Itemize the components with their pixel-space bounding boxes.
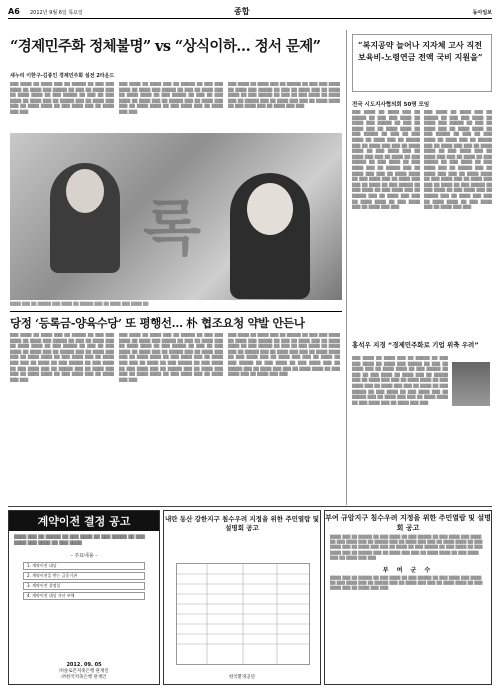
ad-right-body: ▒▒▒▒ ▒▒▒ ▒▒ ▒▒▒▒▒ ▒▒ ▒▒▒ ▒▒▒▒ ▒▒ ▒▒▒ ▒▒▒▒▒ ▒▒ ▒▒▒ ▒▒▒▒ ▒▒▒ ▒▒▒▒ ▒▒ ▒▒▒ ▒▒▒▒ ▒▒▒ ▒▒ ▒▒▒▒▒ ▒▒▒ ▒▒ ▒▒▒▒ ▒▒▒ ▒▒▒ ▒▒ ▒▒▒▒ ▒▒▒▒ ▒▒ ▒▒▒ ▒▒▒▒ ▒▒▒ ▒▒ ▒▒▒▒ ▒▒▒ ▒▒▒ ▒▒ ▒▒▒▒ ▒▒ ▒▒▒ ▒▒▒▒▒ ▒▒ ▒▒▒ ▒▒▒▒ ▒▒ ▒▒▒ ▒▒▒▒ ▒▒▒ ▒▒ ▒▒▒▒▒ ▒▒▒ ▒▒ ▒▒▒▒ ▒▒▒ ▒▒▒ ▒▒ ▒▒▒▒ ▒▒▒▒ ▒▒ ▒▒▒ ▒▒▒▒ ▒▒▒ ▒▒ ▒▒▒▒ ▒▒▒ ▒▒▒: [330, 535, 483, 560]
ad-right-body-lower: ▒▒▒▒ ▒▒▒ ▒▒ ▒▒▒▒▒ ▒▒ ▒▒▒ ▒▒▒▒ ▒▒ ▒▒▒ ▒▒▒▒▒ ▒▒ ▒▒▒ ▒▒▒▒ ▒▒▒ ▒▒▒▒ ▒▒ ▒▒▒ ▒▒▒▒ ▒▒▒ ▒▒ ▒▒▒▒▒ ▒▒▒ ▒▒ ▒▒▒▒ ▒▒▒ ▒▒▒ ▒▒ ▒▒▒▒ ▒▒▒▒ ▒▒ ▒▒▒ ▒▒▒▒ ▒▒▒ ▒▒ ▒▒▒▒ ▒▒▒ ▒▒▒: [330, 576, 483, 591]
ad-left-signer: ㈜솔로몬저축은행 관재인: [59, 669, 109, 674]
ad-flood-zone-notice-right: [324, 510, 492, 685]
ad-left-item: 4. 계약이전 대상 자산 부채: [23, 592, 145, 600]
ad-left-signer: ㈜한국저축은행 관재인: [61, 675, 107, 680]
page-number: A6: [8, 7, 20, 16]
ad-left-section-label: - 주요내용 -: [70, 553, 98, 559]
second-article-col1: ▒▒▒ ▒▒▒▒ ▒▒ ▒▒▒▒ ▒▒▒ ▒▒ ▒▒▒▒▒ ▒▒ ▒▒▒ ▒▒▒ ▒▒▒▒ ▒▒ ▒▒▒▒ ▒▒▒ ▒▒▒▒▒ ▒▒ ▒▒▒ ▒▒ ▒▒▒▒ ▒▒▒ ▒▒ ▒▒▒▒ ▒▒▒▒ ▒▒ ▒▒▒ ▒▒▒▒▒ ▒▒ ▒▒▒ ▒▒ ▒▒▒ ▒▒▒▒ ▒▒ ▒▒▒▒ ▒▒▒ ▒▒ ▒▒▒▒▒ ▒▒▒ ▒▒ ▒▒▒▒ ▒▒▒ ▒▒▒ ▒▒ ▒▒▒▒ ▒▒▒▒ ▒▒ ▒▒▒ ▒▒▒▒ ▒▒▒ ▒▒ ▒▒▒▒ ▒▒▒ ▒▒▒ ▒▒ ▒▒▒▒ ▒▒ ▒▒▒ ▒▒▒▒▒ ▒▒ ▒▒▒ ▒▒▒▒ ▒▒ ▒▒▒ ▒▒▒▒ ▒▒▒ ▒▒ ▒▒▒▒▒ ▒▒▒ ▒▒ ▒▒▒▒ ▒▒▒ ▒▒▒ ▒▒ ▒▒▒▒ ▒▒▒▒ ▒▒ ▒▒▒ ▒▒▒▒ ▒▒▒ ▒▒ ▒▒▒▒ ▒▒▒ ▒▒▒: [10, 333, 114, 382]
article-body-col2: ▒▒▒ ▒▒▒▒ ▒▒ ▒▒▒▒ ▒▒▒ ▒▒ ▒▒▒▒▒ ▒▒ ▒▒▒ ▒▒▒ ▒▒▒▒ ▒▒ ▒▒▒▒ ▒▒▒ ▒▒▒▒▒ ▒▒ ▒▒▒ ▒▒ ▒▒▒▒ ▒▒▒ ▒▒ ▒▒▒▒ ▒▒▒▒ ▒▒ ▒▒▒ ▒▒▒▒▒ ▒▒ ▒▒▒ ▒▒ ▒▒▒ ▒▒▒▒ ▒▒ ▒▒▒▒ ▒▒▒ ▒▒ ▒▒▒▒▒ ▒▒▒ ▒▒ ▒▒▒▒ ▒▒▒ ▒▒▒ ▒▒ ▒▒▒▒ ▒▒▒▒ ▒▒ ▒▒▒ ▒▒▒▒ ▒▒▒ ▒▒ ▒▒▒▒ ▒▒▒ ▒▒▒: [119, 82, 223, 114]
ad-middle-title: 내란 동산 강한지구 침수우려 지정을 위한 주민열람 및 설명회 공고: [165, 515, 319, 532]
side-column-heading: 전국 시도지사협의회 50명 모임: [352, 102, 430, 108]
photo-person-right: [230, 173, 310, 299]
second-article-col3: ▒▒▒ ▒▒▒▒ ▒▒ ▒▒▒▒ ▒▒▒ ▒▒ ▒▒▒▒▒ ▒▒ ▒▒▒ ▒▒▒ ▒▒▒▒ ▒▒ ▒▒▒▒ ▒▒▒ ▒▒▒▒▒ ▒▒ ▒▒▒ ▒▒ ▒▒▒▒ ▒▒▒ ▒▒ ▒▒▒▒ ▒▒▒▒ ▒▒ ▒▒▒ ▒▒▒▒▒ ▒▒ ▒▒▒ ▒▒ ▒▒▒ ▒▒▒▒ ▒▒ ▒▒▒▒ ▒▒▒ ▒▒ ▒▒▒▒▒ ▒▒▒ ▒▒ ▒▒▒▒ ▒▒▒ ▒▒▒ ▒▒ ▒▒▒▒ ▒▒▒▒ ▒▒ ▒▒▒ ▒▒▒▒ ▒▒▒ ▒▒ ▒▒▒▒ ▒▒▒ ▒▒▒ ▒▒ ▒▒▒▒ ▒▒ ▒▒▒ ▒▒▒▒▒ ▒▒ ▒▒▒ ▒▒▒▒ ▒▒ ▒▒▒ ▒▒▒▒ ▒▒▒ ▒▒ ▒▒▒▒▒ ▒▒▒ ▒▒ ▒▒▒▒ ▒▒▒ ▒▒▒ ▒▒ ▒▒▒▒ ▒▒▒▒ ▒▒ ▒▒▒ ▒▒▒▒ ▒▒▒ ▒▒ ▒▒▒▒ ▒▒▒ ▒▒▒: [228, 333, 340, 377]
page-header: [8, 6, 492, 19]
ad-contract-transfer: [8, 510, 160, 685]
ad-left-title: 계약이전 결정 공고: [9, 511, 159, 531]
issue-date: 2012년 9월 6일 목요일: [30, 10, 83, 16]
ad-left-body: ▒▒▒▒ ▒▒▒ ▒▒ ▒▒▒▒▒ ▒▒ ▒▒▒ ▒▒▒▒ ▒▒ ▒▒▒ ▒▒▒▒▒ ▒▒ ▒▒▒ ▒▒▒▒ ▒▒▒ ▒▒▒▒ ▒▒ ▒▒▒ ▒▒▒▒: [14, 534, 145, 545]
section-rule: [10, 311, 342, 312]
ad-middle-signer: 한국환경공단: [228, 675, 256, 680]
side-story-body: ▒▒▒ ▒▒▒▒ ▒▒ ▒▒▒▒ ▒▒▒ ▒▒ ▒▒▒▒▒ ▒▒ ▒▒▒ ▒▒▒ ▒▒▒▒ ▒▒ ▒▒▒▒ ▒▒▒ ▒▒▒▒▒ ▒▒ ▒▒▒ ▒▒ ▒▒▒▒ ▒▒▒ ▒▒ ▒▒▒▒ ▒▒▒▒ ▒▒ ▒▒▒ ▒▒▒▒▒ ▒▒ ▒▒▒ ▒▒ ▒▒▒ ▒▒▒▒ ▒▒ ▒▒▒▒ ▒▒▒ ▒▒ ▒▒▒▒▒ ▒▒▒ ▒▒ ▒▒▒▒ ▒▒▒ ▒▒▒ ▒▒ ▒▒▒▒ ▒▒▒▒ ▒▒ ▒▒▒ ▒▒▒▒ ▒▒▒ ▒▒ ▒▒▒▒ ▒▒▒ ▒▒▒ ▒▒ ▒▒▒▒ ▒▒ ▒▒▒ ▒▒▒▒▒ ▒▒ ▒▒▒ ▒▒▒▒ ▒▒ ▒▒▒ ▒▒▒▒ ▒▒▒ ▒▒ ▒▒▒▒▒ ▒▒▒ ▒▒ ▒▒▒▒ ▒▒▒ ▒▒▒ ▒▒ ▒▒▒▒ ▒▒▒▒ ▒▒ ▒▒▒ ▒▒▒▒ ▒▒▒ ▒▒ ▒▒▒▒ ▒▒▒ ▒▒▒: [352, 356, 448, 405]
article-body-col1: ▒▒▒ ▒▒▒▒ ▒▒ ▒▒▒▒ ▒▒▒ ▒▒ ▒▒▒▒▒ ▒▒ ▒▒▒ ▒▒▒ ▒▒▒▒ ▒▒ ▒▒▒▒ ▒▒▒ ▒▒▒▒▒ ▒▒ ▒▒▒ ▒▒ ▒▒▒▒ ▒▒▒ ▒▒ ▒▒▒▒ ▒▒▒▒ ▒▒ ▒▒▒ ▒▒▒▒▒ ▒▒ ▒▒▒ ▒▒ ▒▒▒ ▒▒▒▒ ▒▒ ▒▒▒▒ ▒▒▒ ▒▒ ▒▒▒▒▒ ▒▒▒ ▒▒ ▒▒▒▒ ▒▒▒ ▒▒▒ ▒▒ ▒▒▒▒ ▒▒▒▒ ▒▒ ▒▒▒ ▒▒▒▒ ▒▒▒ ▒▒ ▒▒▒▒ ▒▒▒ ▒▒▒: [10, 82, 114, 114]
news-photo: [10, 133, 342, 300]
second-article-col2: ▒▒▒ ▒▒▒▒ ▒▒ ▒▒▒▒ ▒▒▒ ▒▒ ▒▒▒▒▒ ▒▒ ▒▒▒ ▒▒▒ ▒▒▒▒ ▒▒ ▒▒▒▒ ▒▒▒ ▒▒▒▒▒ ▒▒ ▒▒▒ ▒▒ ▒▒▒▒ ▒▒▒ ▒▒ ▒▒▒▒ ▒▒▒▒ ▒▒ ▒▒▒ ▒▒▒▒▒ ▒▒ ▒▒▒ ▒▒ ▒▒▒ ▒▒▒▒ ▒▒ ▒▒▒▒ ▒▒▒ ▒▒ ▒▒▒▒▒ ▒▒▒ ▒▒ ▒▒▒▒ ▒▒▒ ▒▒▒ ▒▒ ▒▒▒▒ ▒▒▒▒ ▒▒ ▒▒▒ ▒▒▒▒ ▒▒▒ ▒▒ ▒▒▒▒ ▒▒▒ ▒▒▒ ▒▒ ▒▒▒▒ ▒▒ ▒▒▒ ▒▒▒▒▒ ▒▒ ▒▒▒ ▒▒▒▒ ▒▒ ▒▒▒ ▒▒▒▒ ▒▒▒ ▒▒ ▒▒▒▒▒ ▒▒▒ ▒▒ ▒▒▒▒ ▒▒▒ ▒▒▒ ▒▒ ▒▒▒▒ ▒▒▒▒ ▒▒ ▒▒▒ ▒▒▒▒ ▒▒▒ ▒▒ ▒▒▒▒ ▒▒▒ ▒▒▒: [119, 333, 223, 382]
ad-right-signer: 부 여 군 수: [382, 567, 434, 575]
ad-left-footer: [9, 662, 159, 680]
column-divider: [346, 30, 347, 505]
ad-middle-table-figure: [176, 563, 310, 665]
ad-left-item: 3. 계약이전 결정일: [23, 582, 145, 590]
side-quote-box: “복지공약 늘어나 지자체 고사 직전 보육비-노령연금 전액 국비 지원을”: [352, 34, 492, 92]
main-headline: “경제민주화 정체불명” vs “상식이하… 정서 문제”: [10, 38, 321, 55]
ad-flood-zone-notice-middle: [163, 510, 321, 685]
ad-right-title: 부여 규암지구 침수우려 지정을 위한 주민열람 및 설명회 공고: [325, 514, 491, 532]
side-story-portrait: [452, 362, 490, 406]
section-title: 종합: [234, 7, 250, 16]
article-body-col3: ▒▒▒ ▒▒▒▒ ▒▒ ▒▒▒▒ ▒▒▒ ▒▒ ▒▒▒▒▒ ▒▒ ▒▒▒ ▒▒▒ ▒▒▒▒ ▒▒ ▒▒▒▒ ▒▒▒ ▒▒▒▒▒ ▒▒ ▒▒▒ ▒▒ ▒▒▒▒ ▒▒▒ ▒▒ ▒▒▒▒ ▒▒▒▒ ▒▒ ▒▒▒ ▒▒▒▒▒ ▒▒ ▒▒▒ ▒▒ ▒▒▒ ▒▒▒▒ ▒▒ ▒▒▒▒ ▒▒▒ ▒▒ ▒▒▒▒▒ ▒▒▒ ▒▒ ▒▒▒▒ ▒▒▒ ▒▒▒ ▒▒ ▒▒▒▒ ▒▒▒▒ ▒▒ ▒▒▒ ▒▒▒▒ ▒▒▒ ▒▒ ▒▒▒▒ ▒▒▒ ▒▒▒: [228, 82, 340, 109]
ad-left-date: 2012. 09. 05: [66, 662, 102, 668]
main-subheadline: 새누리 이한구-김종인 경제민주화 설전 2라운드: [10, 73, 115, 79]
photo-background-lettering: 록: [143, 194, 209, 264]
photo-caption: ▒▒▒▒ ▒▒▒ ▒▒ ▒▒▒▒▒ ▒▒▒ ▒▒▒▒ ▒▒ ▒▒▒▒▒ ▒▒▒ ▒▒ ▒▒▒▒ ▒▒▒ ▒▒▒▒ ▒▒: [10, 302, 149, 306]
ad-left-item: 1. 계약이전 대상: [23, 562, 145, 570]
side-story-headline: 홍석우 지경 “경제민주화로 기업 위축 우려”: [352, 341, 479, 349]
side-article-col2: ▒▒▒ ▒▒▒▒ ▒▒ ▒▒▒▒ ▒▒▒ ▒▒ ▒▒▒▒▒ ▒▒ ▒▒▒ ▒▒▒ ▒▒▒▒ ▒▒ ▒▒▒▒ ▒▒▒ ▒▒▒▒▒ ▒▒ ▒▒▒ ▒▒ ▒▒▒▒ ▒▒▒ ▒▒ ▒▒▒▒ ▒▒▒▒ ▒▒ ▒▒▒ ▒▒▒▒▒ ▒▒ ▒▒▒ ▒▒ ▒▒▒ ▒▒▒▒ ▒▒ ▒▒▒▒ ▒▒▒ ▒▒ ▒▒▒▒▒ ▒▒▒ ▒▒ ▒▒▒▒ ▒▒▒ ▒▒▒ ▒▒ ▒▒▒▒ ▒▒▒▒ ▒▒ ▒▒▒ ▒▒▒▒ ▒▒▒ ▒▒ ▒▒▒▒ ▒▒▒ ▒▒▒ ▒▒ ▒▒▒▒ ▒▒ ▒▒▒ ▒▒▒▒▒ ▒▒ ▒▒▒ ▒▒▒▒ ▒▒ ▒▒▒ ▒▒▒▒ ▒▒▒ ▒▒ ▒▒▒▒▒ ▒▒▒ ▒▒ ▒▒▒▒ ▒▒▒ ▒▒▒ ▒▒ ▒▒▒▒ ▒▒▒▒ ▒▒ ▒▒▒ ▒▒▒▒ ▒▒▒ ▒▒ ▒▒▒▒ ▒▒▒ ▒▒▒ ▒▒ ▒▒▒▒ ▒▒ ▒▒▒ ▒▒▒▒▒ ▒▒ ▒▒▒ ▒▒▒▒ ▒▒ ▒▒▒ ▒▒▒▒ ▒▒▒ ▒▒ ▒▒▒▒▒ ▒▒▒ ▒▒ ▒▒▒▒ ▒▒▒ ▒▒▒ ▒▒ ▒▒▒▒ ▒▒▒▒ ▒▒ ▒▒▒ ▒▒▒▒ ▒▒▒ ▒▒ ▒▒▒▒ ▒▒▒ ▒▒▒: [424, 110, 492, 210]
ad-left-item: 2. 계약이전을 받는 금융기관: [23, 572, 145, 580]
photo-person-left: [50, 163, 120, 273]
side-article-col1: ▒▒▒ ▒▒▒▒ ▒▒ ▒▒▒▒ ▒▒▒ ▒▒ ▒▒▒▒▒ ▒▒ ▒▒▒ ▒▒▒ ▒▒▒▒ ▒▒ ▒▒▒▒ ▒▒▒ ▒▒▒▒▒ ▒▒ ▒▒▒ ▒▒ ▒▒▒▒ ▒▒▒ ▒▒ ▒▒▒▒ ▒▒▒▒ ▒▒ ▒▒▒ ▒▒▒▒▒ ▒▒ ▒▒▒ ▒▒ ▒▒▒ ▒▒▒▒ ▒▒ ▒▒▒▒ ▒▒▒ ▒▒ ▒▒▒▒▒ ▒▒▒ ▒▒ ▒▒▒▒ ▒▒▒ ▒▒▒ ▒▒ ▒▒▒▒ ▒▒▒▒ ▒▒ ▒▒▒ ▒▒▒▒ ▒▒▒ ▒▒ ▒▒▒▒ ▒▒▒ ▒▒▒ ▒▒ ▒▒▒▒ ▒▒ ▒▒▒ ▒▒▒▒▒ ▒▒ ▒▒▒ ▒▒▒▒ ▒▒ ▒▒▒ ▒▒▒▒ ▒▒▒ ▒▒ ▒▒▒▒▒ ▒▒▒ ▒▒ ▒▒▒▒ ▒▒▒ ▒▒▒ ▒▒ ▒▒▒▒ ▒▒▒▒ ▒▒ ▒▒▒ ▒▒▒▒ ▒▒▒ ▒▒ ▒▒▒▒ ▒▒▒ ▒▒▒ ▒▒ ▒▒▒▒ ▒▒ ▒▒▒ ▒▒▒▒▒ ▒▒ ▒▒▒ ▒▒▒▒ ▒▒ ▒▒▒ ▒▒▒▒ ▒▒▒ ▒▒ ▒▒▒▒▒ ▒▒▒ ▒▒ ▒▒▒▒ ▒▒▒ ▒▒▒ ▒▒ ▒▒▒▒ ▒▒▒▒ ▒▒ ▒▒▒ ▒▒▒▒ ▒▒▒ ▒▒ ▒▒▒▒ ▒▒▒ ▒▒▒: [352, 110, 420, 210]
ads-rule: [8, 506, 492, 507]
newspaper-name: 동아일보: [472, 10, 492, 16]
second-headline: 당정 ‘등록금-양육수당’ 또 평행선… 朴 협조요청 약발 안든나: [10, 316, 305, 330]
